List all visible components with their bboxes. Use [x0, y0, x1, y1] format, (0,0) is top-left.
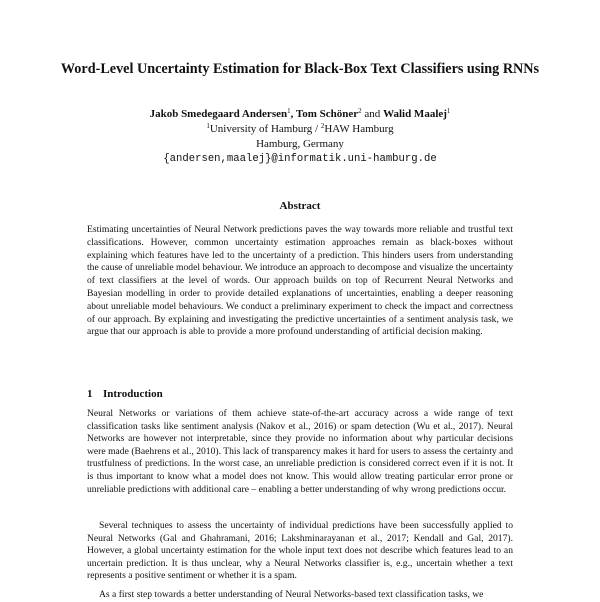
abstract-text: Estimating uncertainties of Neural Network predictions paves the way towards more reliable and trustful text classifications. However, common uncertainty estimation approaches remain as black-boxes without explaining which features have led to the uncertainty of a prediction. This hinders users from understanding the cause of unreliable model behaviour. We introduce an approach to decompose and visualize the uncertainty of text classifiers at the level of words. Our approach builds on top of Recurrent Neural Networks and Bayesian modelling in order to provide detailed explanations of uncertainties, enabling a deeper reasoning about unreliable model behaviours. We conduct a preliminary experiment to check the impact and correctness of our approach. By explaining and investigating the predictive uncertainties of a sentiment analysis task, we argue that our approach is able to provide a more profound understanding of artificial decision making.: [87, 224, 513, 338]
affiliation-mark: 2: [320, 122, 325, 130]
section-heading: [87, 388, 163, 400]
affiliation-org: HAW Hamburg: [324, 123, 394, 135]
affiliation-org: University of Hamburg /: [209, 123, 321, 135]
author-affiliation-mark: 1: [287, 107, 291, 115]
affiliation-location: Hamburg, Germany: [256, 138, 344, 150]
paper-title: Word-Level Uncertainty Estimation for Black-Box Text Classifiers using RNNs: [60, 61, 540, 77]
body-paragraph: As a first step towards a better understanding of Neural Networks-based text classification tasks, we: [99, 589, 484, 600]
author-block: [60, 107, 540, 167]
body-paragraph: Neural Networks or variations of them achieve state-of-the-art accuracy across a wide range of text classification tasks like sentiment analysis (Nakov et al., 2016) or spam detection (Wu et al., 2017). Neural Networks are however not interpretable, since they provide no information about why particular decisions were made (Baehrens et al., 2010). This lack of transparency makes it hard for users to assess the certainty and trustfulness of predictions. In the worst case, an unreliable prediction is considered correct even if it is not. It is thus important to know what a model does not know. This would allow treating particular error prone or unreliable predictions with additional care – enabling a better understanding of why wrong predictions occur.: [87, 408, 513, 495]
affiliation-mark: 1: [206, 122, 210, 130]
author-name: Jakob Smedegaard Andersen: [149, 108, 288, 120]
body-paragraph: Several techniques to assess the uncertainty of individual predictions have been successfully applied to Neural Networks (Gal and Ghahramani, 2016; Lakshminarayanan et al., 2017; Kendall and Gal, 2017). However, a global uncertainty estimation for the whole input text does not describe which features lead to an uncertain prediction. It is thus unclear, why a Neural Networks classifier is, e.g., uncertain whether a text represents a positive sentiment or whether it is a spam.: [87, 520, 513, 582]
author-separator: ,: [290, 108, 296, 120]
author-name: Tom Schöner: [295, 108, 359, 120]
affiliation-line: [60, 122, 540, 137]
section-title: Introduction: [103, 388, 163, 400]
author-separator: and: [361, 108, 384, 120]
author-line: [60, 107, 540, 122]
abstract-heading: Abstract: [279, 200, 321, 212]
author-email: {andersen,maalej}@informatik.uni-hamburg.de: [163, 153, 437, 165]
author-affiliation-mark: 2: [358, 107, 362, 115]
author-name: Walid Maalej: [383, 108, 447, 120]
section-number: 1: [87, 388, 93, 400]
author-affiliation-mark: 1: [446, 107, 451, 115]
